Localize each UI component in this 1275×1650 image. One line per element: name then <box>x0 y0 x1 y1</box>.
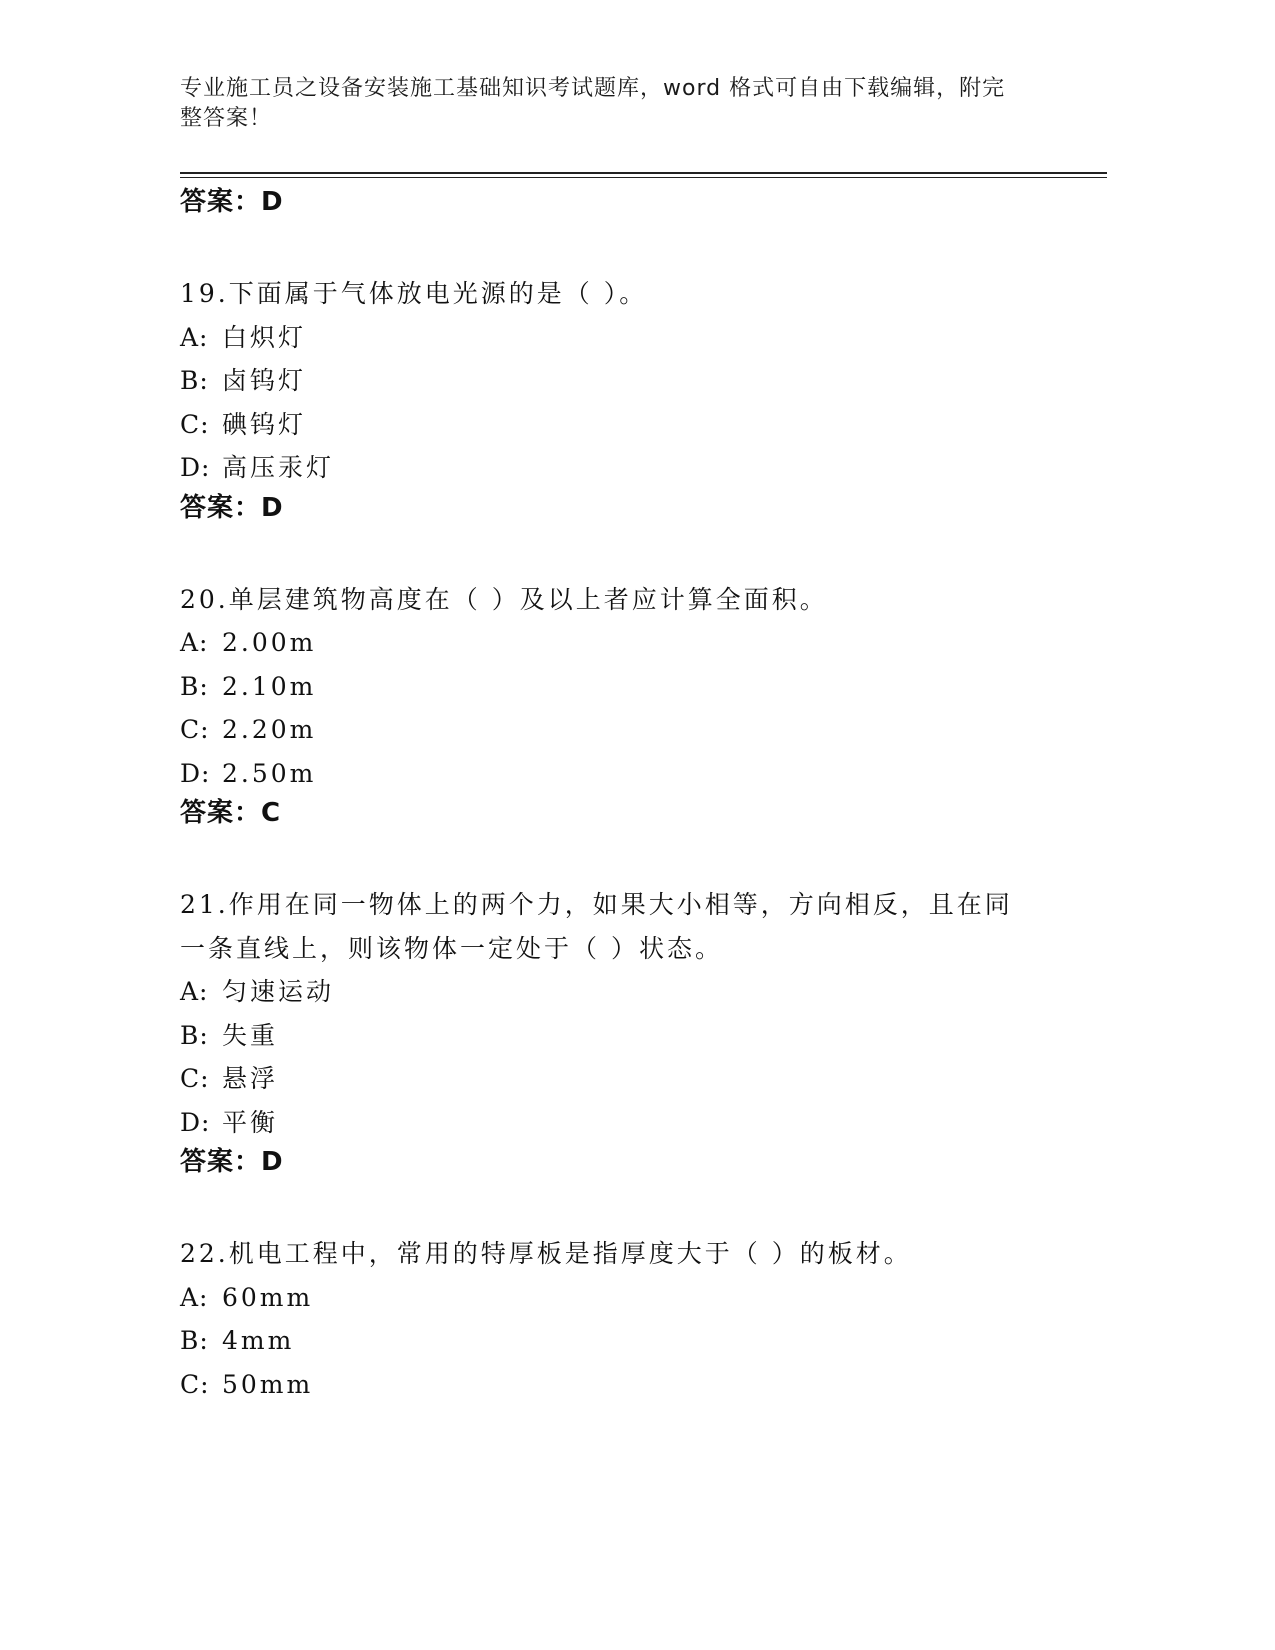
option-text: 卤钨灯 <box>222 366 307 395</box>
option-text: 60mm <box>222 1282 314 1312</box>
option-letter: C: <box>180 409 210 439</box>
option-text: 悬浮 <box>222 1064 279 1093</box>
option-letter: B: <box>180 366 209 395</box>
option-text: 匀速运动 <box>222 977 335 1006</box>
answer-label: 答案： <box>180 1147 262 1177</box>
option-letter: C: <box>180 715 210 744</box>
question-body: 下面属于气体放电光源的是（ ）。 <box>228 279 648 308</box>
option-letter: A: <box>180 1282 209 1312</box>
answer-value: D <box>261 492 284 523</box>
option-b <box>180 1319 1080 1363</box>
option-d <box>180 752 1080 796</box>
question-number: 19. <box>180 279 229 308</box>
option-letter: B: <box>180 671 209 701</box>
question-number: 21. <box>180 890 229 919</box>
option-a <box>180 970 1080 1014</box>
question-text <box>180 578 1040 622</box>
question-text <box>180 883 1040 970</box>
option-text: 4mm <box>222 1326 295 1355</box>
answer <box>180 1144 1080 1180</box>
option-text: 高压汞灯 <box>222 453 335 482</box>
header-divider <box>180 172 1107 174</box>
option-letter: C: <box>180 1369 210 1399</box>
answer-value: D <box>261 1147 284 1177</box>
option-b <box>180 665 1080 709</box>
option-letter: D: <box>180 1107 211 1137</box>
option-letter: D: <box>180 758 211 788</box>
option-letter: A: <box>180 628 209 657</box>
answer-label: 答案： <box>180 492 262 523</box>
question-number: 20. <box>180 584 229 614</box>
question-text <box>180 272 1040 316</box>
option-text: 2.20m <box>222 715 317 744</box>
question-22 <box>180 1232 1080 1406</box>
option-letter: C: <box>180 1064 210 1093</box>
option-c <box>180 708 1080 752</box>
option-d <box>180 1101 1080 1145</box>
option-letter: D: <box>180 453 211 482</box>
document-header <box>180 74 1060 134</box>
option-c <box>180 1363 1080 1407</box>
question-body: 单层建筑物高度在（ ）及以上者应计算全面积。 <box>228 584 828 614</box>
option-letter: B: <box>180 1326 209 1355</box>
answer-label: 答案： <box>180 187 262 217</box>
option-text: 2.00m <box>222 628 317 657</box>
option-text: 碘钨灯 <box>222 409 307 439</box>
header-divider-thin <box>180 177 1107 178</box>
option-a <box>180 1276 1080 1320</box>
option-d <box>180 446 1080 490</box>
question-list <box>180 184 1080 1406</box>
option-text: 2.10m <box>222 671 317 701</box>
option-b <box>180 1014 1080 1058</box>
question-body: 机电工程中，常用的特厚板是指厚度大于（ ）的板材。 <box>228 1239 912 1268</box>
option-a <box>180 316 1080 360</box>
option-letter: A: <box>180 977 209 1006</box>
option-b <box>180 359 1080 403</box>
answer <box>180 795 1080 831</box>
question-21 <box>180 883 1080 1180</box>
option-letter: A: <box>180 322 209 352</box>
previous-answer <box>180 184 1080 220</box>
header-line-1: 专业施工员之设备安装施工基础知识考试题库，word 格式可自由下载编辑，附完 <box>180 76 1006 101</box>
answer-value: C <box>261 798 282 828</box>
answer-label: 答案： <box>180 798 262 828</box>
option-text: 2.50m <box>222 758 317 788</box>
option-text: 失重 <box>222 1020 279 1050</box>
option-letter: B: <box>180 1020 209 1050</box>
question-19 <box>180 272 1080 526</box>
header-line-2: 整答案！ <box>180 106 273 131</box>
option-a <box>180 621 1080 665</box>
answer <box>180 490 1080 526</box>
question-body: 作用在同一物体上的两个力，如果大小相等，方向相反，且在同一条直线上，则该物体一定处于（ ）状态。 <box>180 890 1013 963</box>
option-text: 白炽灯 <box>222 322 307 352</box>
question-20 <box>180 578 1080 832</box>
option-c <box>180 403 1080 447</box>
answer-value: D <box>261 187 284 217</box>
option-c <box>180 1057 1080 1101</box>
option-text: 平衡 <box>222 1107 279 1137</box>
question-text <box>180 1232 1040 1276</box>
option-text: 50mm <box>222 1369 314 1399</box>
question-number: 22. <box>180 1239 229 1268</box>
